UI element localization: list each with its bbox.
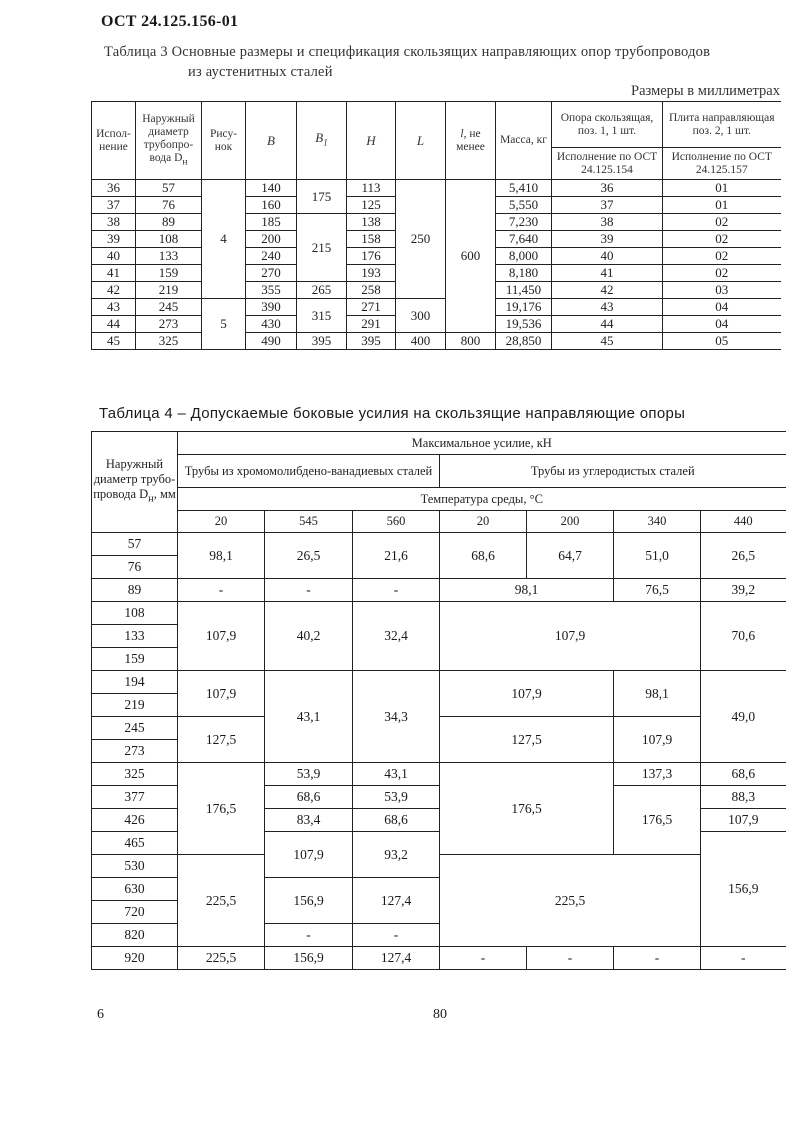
- t4-cell: 98,1: [178, 533, 265, 579]
- t4-cell-diameter: 245: [92, 717, 178, 740]
- t3-cell-H: 158: [347, 231, 396, 248]
- t3-cell-diameter: 219: [136, 282, 202, 299]
- t4-head-temp: 20: [178, 511, 265, 533]
- t4-cell: 68,6: [265, 786, 353, 809]
- t3-cell-isp: 38: [92, 214, 136, 231]
- t4-cell: 68,6: [440, 533, 527, 579]
- table4-header: [92, 432, 786, 533]
- t4-cell: 176,5: [178, 763, 265, 855]
- t4-cell: 26,5: [701, 533, 786, 579]
- t3-cell-opora: 44: [552, 316, 663, 333]
- t4-cell: 98,1: [614, 671, 701, 717]
- t3-cell-diameter: 273: [136, 316, 202, 333]
- t4-cell: 43,1: [265, 671, 353, 763]
- t4-cell: 64,7: [527, 533, 614, 579]
- t4-cell: 107,9: [265, 832, 353, 878]
- t4-cell-diameter: 57: [92, 533, 178, 556]
- t4-cell-diameter: 325: [92, 763, 178, 786]
- t3-cell-massa: 11,450: [496, 282, 552, 299]
- t4-cell-diameter: 465: [92, 832, 178, 855]
- t4-cell: 39,2: [701, 579, 786, 602]
- table-row: [92, 947, 786, 970]
- table3-caption-line1: Таблица 3 Основные размеры и спецификация скользящих направляющих опор трубопроводов: [104, 44, 711, 60]
- table-row: [92, 533, 786, 556]
- t4-head-temp: 20: [440, 511, 527, 533]
- t3-cell-isp: 40: [92, 248, 136, 265]
- t4-cell-diameter: 273: [92, 740, 178, 763]
- t4-cell: 225,5: [178, 855, 265, 947]
- t4-cell: 93,2: [353, 832, 440, 878]
- t3-cell-diameter: 76: [136, 197, 202, 214]
- t3-head-l: l, не менее: [446, 102, 496, 180]
- t4-cell: 107,9: [178, 602, 265, 671]
- t4-cell: 76,5: [614, 579, 701, 602]
- t4-cell-diameter: 133: [92, 625, 178, 648]
- t3-head-ispolnenie: Испол-нение: [92, 102, 136, 180]
- t4-cell-diameter: 194: [92, 671, 178, 694]
- t4-cell: 107,9: [440, 671, 614, 717]
- t3-cell-isp: 37: [92, 197, 136, 214]
- t3-cell-H: 176: [347, 248, 396, 265]
- t3-cell-massa: 8,000: [496, 248, 552, 265]
- t3-cell-risunok: 4: [202, 180, 246, 299]
- t4-cell: 176,5: [440, 763, 614, 855]
- t3-cell-opora: 37: [552, 197, 663, 214]
- t3-cell-isp: 44: [92, 316, 136, 333]
- t3-cell-B: 160: [246, 197, 297, 214]
- table4-caption: Таблица 4 – Допускаемые боковые усилия на скользящие направляющие опоры: [99, 405, 686, 422]
- t4-cell: 40,2: [265, 602, 353, 671]
- t3-head-plita-sub: Исполнение по ОСТ 24.125.157: [663, 148, 781, 180]
- t3-cell-B: 185: [246, 214, 297, 231]
- t4-cell-diameter: 720: [92, 901, 178, 924]
- t4-cell-diameter: 89: [92, 579, 178, 602]
- t4-cell: 107,9: [178, 671, 265, 717]
- t4-cell-diameter: 159: [92, 648, 178, 671]
- t4-cell-diameter: 76: [92, 556, 178, 579]
- t3-head-diameter: Наружный диаметр трубопро-вода $D_н$: [136, 102, 202, 180]
- t3-cell-isp: 45: [92, 333, 136, 350]
- t4-cell: 53,9: [265, 763, 353, 786]
- t4-cell: 68,6: [353, 809, 440, 832]
- t3-cell-plita: 05: [663, 333, 781, 350]
- t4-head-temp: 440: [701, 511, 786, 533]
- t4-head-diameter: Наружный диаметр трубо-провода $D_н$, мм: [92, 432, 178, 533]
- t4-cell: 127,4: [353, 878, 440, 924]
- t3-cell-B1: 315: [297, 299, 347, 333]
- t4-cell: 43,1: [353, 763, 440, 786]
- t3-cell-opora: 40: [552, 248, 663, 265]
- t3-cell-L: 400: [396, 333, 446, 350]
- table-row: [92, 180, 781, 197]
- t3-cell-massa: 28,850: [496, 333, 552, 350]
- t4-cell: -: [614, 947, 701, 970]
- t3-cell-diameter: 159: [136, 265, 202, 282]
- t3-cell-plita: 02: [663, 265, 781, 282]
- t3-cell-plita: 04: [663, 299, 781, 316]
- t3-head-opora-sub: Исполнение по ОСТ 24.125.154: [552, 148, 663, 180]
- t4-cell: 127,5: [440, 717, 614, 763]
- t4-cell: 107,9: [701, 809, 786, 832]
- t3-cell-B: 355: [246, 282, 297, 299]
- t3-cell-L: 250: [396, 180, 446, 299]
- t3-cell-opora: 39: [552, 231, 663, 248]
- t4-cell: 176,5: [614, 786, 701, 855]
- t3-cell-l: 800: [446, 333, 496, 350]
- t3-cell-plita: 02: [663, 248, 781, 265]
- t4-cell: -: [178, 579, 265, 602]
- t4-cell-diameter: 920: [92, 947, 178, 970]
- t4-cell: 49,0: [701, 671, 786, 763]
- t4-cell-diameter: 377: [92, 786, 178, 809]
- t4-cell: 21,6: [353, 533, 440, 579]
- t3-cell-H: 258: [347, 282, 396, 299]
- table4-body: [92, 533, 786, 970]
- t4-cell: 137,3: [614, 763, 701, 786]
- t3-cell-H: 271: [347, 299, 396, 316]
- t3-cell-massa: 5,410: [496, 180, 552, 197]
- t3-cell-isp: 39: [92, 231, 136, 248]
- t3-cell-massa: 7,230: [496, 214, 552, 231]
- t3-cell-H: 193: [347, 265, 396, 282]
- t4-cell: -: [440, 947, 527, 970]
- t3-cell-plita: 04: [663, 316, 781, 333]
- t3-head-B1: $B_1$: [297, 102, 347, 180]
- t3-cell-H: 125: [347, 197, 396, 214]
- t4-cell: 70,6: [701, 602, 786, 671]
- table3-units: Размеры в миллиметрах: [631, 83, 780, 99]
- t3-cell-opora: 43: [552, 299, 663, 316]
- t4-cell: 98,1: [440, 579, 614, 602]
- page-number: 6: [97, 1007, 104, 1022]
- t3-cell-B1: 215: [297, 214, 347, 282]
- t3-cell-B: 390: [246, 299, 297, 316]
- table3-caption-line2: из аустенитных сталей: [188, 64, 333, 80]
- t3-cell-plita: 01: [663, 197, 781, 214]
- t3-cell-plita: 01: [663, 180, 781, 197]
- t3-cell-opora: 45: [552, 333, 663, 350]
- t3-cell-diameter: 89: [136, 214, 202, 231]
- t3-cell-diameter: 133: [136, 248, 202, 265]
- table-row: [92, 763, 786, 786]
- table-row: [92, 333, 781, 350]
- t4-cell: -: [265, 579, 353, 602]
- t4-head-group-chromium: Трубы из хромомолибдено-ванадиевых сталей: [178, 455, 440, 488]
- t3-cell-H: 291: [347, 316, 396, 333]
- t3-cell-L: 300: [396, 299, 446, 333]
- t4-head-group-carbon: Трубы из углеродистых сталей: [440, 455, 786, 488]
- t3-cell-massa: 7,640: [496, 231, 552, 248]
- t4-cell: 53,9: [353, 786, 440, 809]
- t3-head-plita: Плита направляющая поз. 2, 1 шт.: [663, 102, 781, 148]
- t3-cell-isp: 36: [92, 180, 136, 197]
- t3-head-risunok: Рису-нок: [202, 102, 246, 180]
- t3-cell-plita: 02: [663, 214, 781, 231]
- t3-cell-diameter: 325: [136, 333, 202, 350]
- t4-cell: 83,4: [265, 809, 353, 832]
- t3-cell-H: 113: [347, 180, 396, 197]
- t3-head-B: B: [246, 102, 297, 180]
- table-row: [92, 602, 786, 625]
- t4-cell: 225,5: [178, 947, 265, 970]
- t4-head-temperature: Температура среды, °С: [178, 488, 786, 511]
- t3-cell-B1: 265: [297, 282, 347, 299]
- t3-cell-B1: 175: [297, 180, 347, 214]
- t4-cell: 156,9: [265, 878, 353, 924]
- t3-head-H: H: [347, 102, 396, 180]
- t4-cell-diameter: 530: [92, 855, 178, 878]
- t3-cell-massa: 19,176: [496, 299, 552, 316]
- t3-cell-opora: 36: [552, 180, 663, 197]
- t3-cell-B: 270: [246, 265, 297, 282]
- t4-cell: 51,0: [614, 533, 701, 579]
- t4-cell-diameter: 108: [92, 602, 178, 625]
- t3-cell-B: 200: [246, 231, 297, 248]
- t3-cell-diameter: 108: [136, 231, 202, 248]
- t3-head-opora: Опора скользящая, поз. 1, 1 шт.: [552, 102, 663, 148]
- table-row: [92, 579, 786, 602]
- t3-cell-B: 490: [246, 333, 297, 350]
- t4-cell: -: [353, 924, 440, 947]
- t4-cell: 68,6: [701, 763, 786, 786]
- t3-cell-l: 600: [446, 180, 496, 333]
- t4-cell: 107,9: [440, 602, 701, 671]
- table4: [91, 431, 786, 970]
- t3-cell-B: 140: [246, 180, 297, 197]
- t4-cell: 26,5: [265, 533, 353, 579]
- t4-cell: 127,4: [353, 947, 440, 970]
- table3-header: [92, 102, 781, 180]
- t3-cell-massa: 8,180: [496, 265, 552, 282]
- t3-cell-B1: 395: [297, 333, 347, 350]
- t3-cell-B: 240: [246, 248, 297, 265]
- t3-cell-plita: 03: [663, 282, 781, 299]
- table-row: [92, 299, 781, 316]
- table3: [91, 101, 781, 350]
- t4-cell: -: [527, 947, 614, 970]
- t4-cell-diameter: 820: [92, 924, 178, 947]
- table3-body: [92, 180, 781, 350]
- t4-cell: 107,9: [614, 717, 701, 763]
- t4-head-temp: 340: [614, 511, 701, 533]
- table-row: [92, 671, 786, 694]
- table3-caption: [104, 42, 794, 82]
- t3-head-massa: Масса, кг: [496, 102, 552, 180]
- t4-cell-diameter: 219: [92, 694, 178, 717]
- t3-cell-isp: 42: [92, 282, 136, 299]
- t3-cell-opora: 41: [552, 265, 663, 282]
- t4-cell: -: [353, 579, 440, 602]
- t4-head-temp: 560: [353, 511, 440, 533]
- t3-cell-diameter: 57: [136, 180, 202, 197]
- t3-cell-H: 138: [347, 214, 396, 231]
- t4-head-max-force: Максимальное усилие, кН: [178, 432, 786, 455]
- t3-cell-opora: 38: [552, 214, 663, 231]
- t4-head-temp: 545: [265, 511, 353, 533]
- t4-cell: 88,3: [701, 786, 786, 809]
- t4-cell-diameter: 630: [92, 878, 178, 901]
- t3-cell-opora: 42: [552, 282, 663, 299]
- t3-cell-isp: 41: [92, 265, 136, 282]
- t3-cell-B: 430: [246, 316, 297, 333]
- t3-cell-isp: 43: [92, 299, 136, 316]
- sheet-number: 80: [433, 1007, 447, 1022]
- t4-cell: 156,9: [265, 947, 353, 970]
- t4-head-temp: 200: [527, 511, 614, 533]
- t3-head-L: L: [396, 102, 446, 180]
- t4-cell: -: [265, 924, 353, 947]
- document-code: ОСТ 24.125.156-01: [101, 13, 239, 30]
- t4-cell: -: [701, 947, 786, 970]
- t4-cell: 34,3: [353, 671, 440, 763]
- t3-cell-massa: 19,536: [496, 316, 552, 333]
- t3-cell-massa: 5,550: [496, 197, 552, 214]
- t4-cell: 127,5: [178, 717, 265, 763]
- t3-cell-plita: 02: [663, 231, 781, 248]
- t3-cell-risunok: 5: [202, 299, 246, 350]
- t4-cell: 32,4: [353, 602, 440, 671]
- t4-cell-diameter: 426: [92, 809, 178, 832]
- t4-cell: 225,5: [440, 855, 701, 947]
- t3-cell-H: 395: [347, 333, 396, 350]
- t3-cell-diameter: 245: [136, 299, 202, 316]
- t4-cell: 156,9: [701, 832, 786, 947]
